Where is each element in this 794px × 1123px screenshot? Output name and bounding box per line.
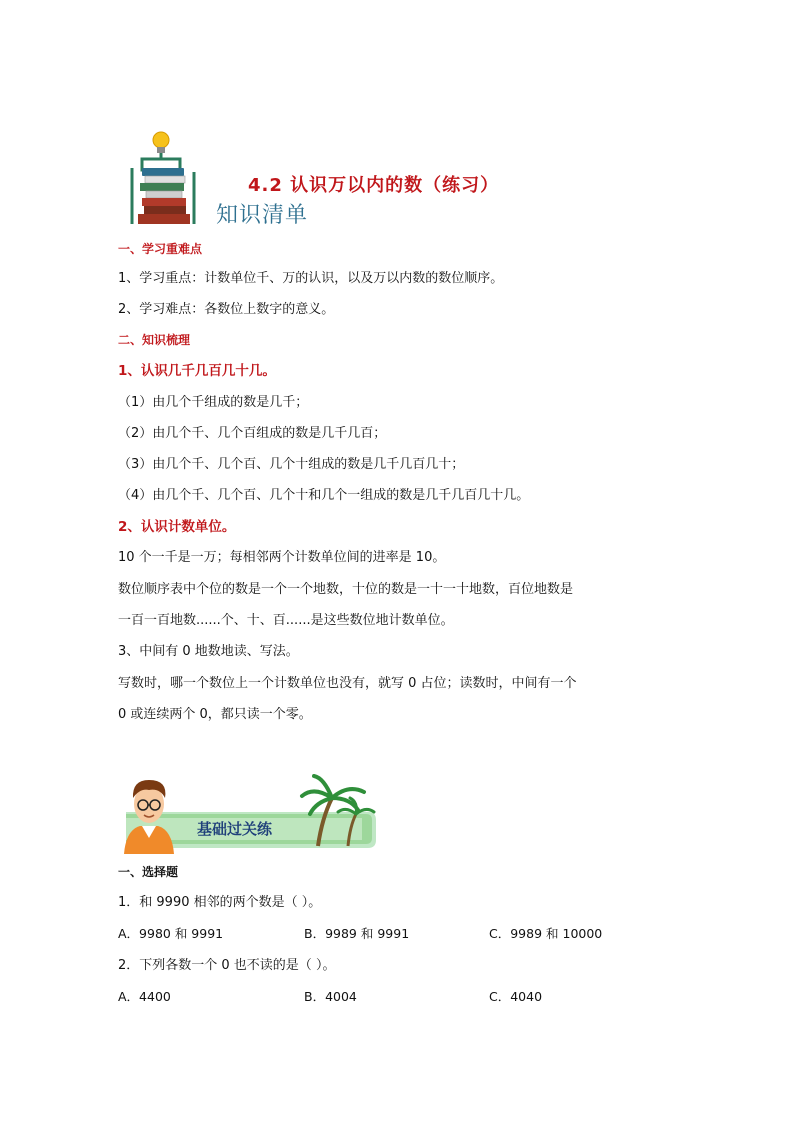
paragraph: 一百一百地数......个、十、百......是这些数位地计数单位。 (118, 613, 454, 628)
list-item: （1）由几个千组成的数是几千； (118, 395, 309, 410)
option-a[interactable]: A．4400 (118, 989, 171, 1004)
question-2-options (0, 987, 794, 1007)
paragraph: 2、学习难点：各数位上数字的意义。 (118, 302, 335, 317)
subheading: 2、认识计数单位。 (118, 519, 236, 535)
paragraph: 10 个一千是一万；每相邻两个计数单位间的进率是 10。 (118, 550, 446, 565)
question-1-options (0, 924, 794, 944)
book-stack-icon (128, 128, 200, 228)
paragraph: 写数时，哪一个数位上一个计数单位也没有，就写 0 占位；读数时，中间有一个 (118, 676, 577, 691)
banner-title: 基础过关练 (197, 820, 273, 838)
option-c[interactable]: C．4040 (489, 989, 543, 1004)
list-item: （4）由几个千、几个百、几个十和几个一组成的数是几千几百几十几。 (118, 488, 530, 503)
option-c[interactable]: C．9989 和 10000 (489, 926, 603, 941)
option-a[interactable]: A．9980 和 9991 (118, 926, 224, 941)
option-b[interactable]: B．4004 (304, 989, 357, 1004)
section-badge: 知识清单 (216, 203, 309, 228)
question-2: 2．下列各数一个 0 也不读的是（ ）。 (118, 958, 336, 973)
section-heading-knowledge: 二、知识梳理 (118, 333, 191, 347)
subheading: 1、认识几千几百几十几。 (118, 363, 276, 379)
list-item: （2）由几个千、几个百组成的数是几千几百； (118, 426, 387, 441)
exercise-section-heading: 一、选择题 (118, 865, 179, 879)
section-heading-key-points: 一、学习重难点 (118, 242, 203, 256)
option-b[interactable]: B．9989 和 9991 (304, 926, 410, 941)
list-item: （3）由几个千、几个百、几个十组成的数是几千几百几十； (118, 457, 465, 472)
paragraph: 3、中间有 0 地数地读、写法。 (118, 644, 299, 659)
question-1: 1．和 9990 相邻的两个数是（ ）。 (118, 895, 322, 910)
page-title: 4.2 认识万以内的数（练习） (248, 175, 500, 196)
paragraph: 1、学习重点：计数单位千、万的认识，以及万以内数的数位顺序。 (118, 271, 504, 286)
lightbulb-icon (153, 132, 169, 153)
paragraph: 数位顺序表中个位的数是一个一个地数，十位的数是一十一十地数，百位地数是 (118, 582, 574, 597)
banner-graphic (118, 768, 380, 854)
paragraph: 0 或连续两个 0，都只读一个零。 (118, 707, 312, 722)
